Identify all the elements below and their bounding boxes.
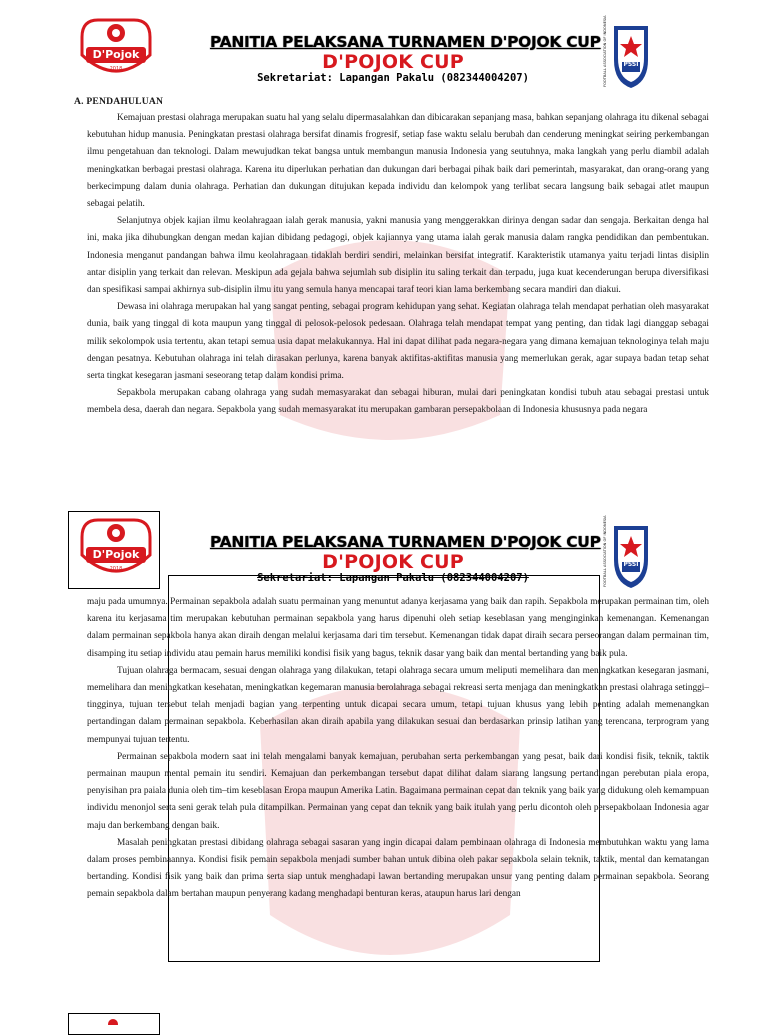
- section-heading: A. PENDAHULUAN: [74, 96, 164, 107]
- pssi-logo: [594, 515, 654, 597]
- header-title: PANITIA PELAKSANA TURNAMEN D'POJOK CUP: [210, 533, 601, 551]
- document-page-2: [0, 505, 768, 1024]
- pssi-logo: [594, 15, 654, 97]
- dpojok-logo: [76, 15, 156, 85]
- paragraph: maju pada umumnya. Permainan sepakbola adalah suatu permainan yang menuntut adanya kerjasama yang baik dan rapih. Sepakbola merupakan permainan tim, oleh karena itu kerjasama tim merupakan kebutuhan permainan sepakbola yang harus dipenuhi oleh setiap keseblasan yang menginginkan kemenangan. Kemenangan dalam permainan sepakbola hanya akan diraih dengan melalui kerjasama dari tim tersebut. Kemenangan tidak dapat diraih secara perseorangan dalam permainan tim, disamping itu setiap individu atau pemain harus memiliki kondisi fisik yang bagus, teknik dasar yang baik dan mental bertanding yang baik pula.: [87, 597, 709, 659]
- header-secretariat: Sekretariat: Lapangan Pakalu (082344004207): [257, 572, 529, 584]
- paragraph: Dewasa ini olahraga merupakan hal yang sangat penting, sebagai program kehidupan yang sehat. Kegiatan olahraga telah mendapat perhatian oleh masyarakat dunia, baik yang tinggal di kota maupun yang tinggal di pelosok-pelosok pedesaan. Olahraga telah mendapat tempat yang penting, dan tidak lagi dianggap sebagai milik sekolompok usia tertentu, akan tetapi semua usia dapat melakukannya. Hal ini dapat dilihat pada negara-negara yang dimana kemajuan teknologinya telah maju dengan pesatnya. Kebutuhan olahraga ini telah dirasakan perlunya, karena banyak aktifitas-aktifitas manusia yang memerlukan gerak, agar supaya badan tetap sehat serta tingkat kesegaran jasmani seseorang tetap dalam kondisi prima.: [87, 302, 709, 382]
- pssi-side-text: FOOTBALL ASSOCIATION OF INDONESIA: [603, 515, 607, 587]
- document-page-1: [0, 0, 768, 460]
- paragraph: Sepakbola merupakan cabang olahraga yang sudah memasyarakat dan sebagai hiburan, mulai dari peningkatan kondisi tubuh atau sebagai prestasi untuk membela desa, daerah dan negara. Sepakbola yang sudah memasyarakat itu merupakan gambaran persepakbolaan di Indonesia khususnya pada negara: [87, 388, 709, 416]
- page2-body: [87, 594, 709, 904]
- logo-year: 2018: [109, 566, 123, 572]
- logo-text: D'Pojok: [92, 48, 140, 61]
- paragraph: Masalah peningkatan prestasi dibidang olahraga sebagai sasaran yang ingin dicapai dalam pembinaan olahraga di Indonesia membutuhkan waktu yang lama dalam proses pembinaannya. Kondisi fisik pemain sepakbola menjadi sumber bahan untuk dibina oleh pakar sepakbola selain teknik, taktik, mental dan kematangan bertanding. Kondisi fisik yang baik dan prima serta siap untuk menghadapi lawan bertanding merupakan unsur yang penting dalam permainan sepakbola. Seorang pemain sepakbola dalam bertahan maupun penyerang kadang menghadapi benturan keras, ataupun harus lari dengan: [87, 837, 709, 900]
- paragraph: Kemajuan prestasi olahraga merupakan suatu hal yang selalu dipermasalahkan dan dibicarakan sepanjang masa, bahkan sepanjang olahraga itu dikenal sebagai kebutuhan hidup manusia. Peningkatan prestasi olahraga bersifat dinamis frogresif, setiap fase waktu selalu berubah dan cenderung meningkat seiring perkembangan ilmu pengetahuan dan teknologi. Dalam mewujudkan tekat bangsa untuk membangun manusia Indonesia yang seutuhnya, maka langkah yang perlu diambil adalah meningkatkan berbagai prestasi olahraga. Karena itu diperlukan perhatian dan dukungan dari berbagai pihak baik dari pemerintah, masyarakat, dan orang-orang yang berkecimpung dalam dunia olahraga. Perhatian dan dukungan ditujukan kepada individu dan kelompok yang terlibat secara langsung baik sebagai atlet maupun sebagai pelatih.: [87, 113, 709, 210]
- paragraph: Selanjutnya objek kajian ilmu keolahragaan ialah gerak manusia, yakni manusia yang menggerakkan dirinya dengan sadar dan sengaja. Berkaitan denga hal ini, maka jika dihubungkan dengan medan kajian dibidang pedagogi, objek kajiannya yang utama ialah gerak manusia dalam rangka pendidikan dan pembentukan. Indonesia menganut pandangan bahwa ilmu keolahragaan tidaklah berdiri sendiri, melainkan bersifat integratif. Karakteristik utamanya yaitu terjadi lintas disiplin antar disiplin yang terkait dan relevan. Meskipun ada gejala bahwa sejumlah sub disiplin itu saling terkait dan terpadu, juga kuat kecenderungan berupa diversifikasi dan spesifikasi sampai akhirnya sub-disiplin ilmu itu yang semula hanya mencapai taraf teori kian lama berkembang secara mandiri dan diakui.: [87, 216, 709, 296]
- page1-body: [87, 110, 709, 420]
- pssi-text: PSSI: [623, 61, 639, 68]
- paragraph: Tujuan olahraga bermacam, sesuai dengan olahraga yang dilakukan, tetapi olahraga secara umum meliputi memelihara dan meningkatkan kesegaran jasmani, memelihara dan meningkatkan kesehatan, meningkatkan kegemaran manusia berolahraga sebagai rekreasi serta menjaga dan meningkatkan prestasi olahraga setinggi–tingginya, tujuan tersebut telah menjadi bagian yang terpenting untuk dicapai secara umum, tetapi tujuan khusus yang lebih penting adalah memenangkan pertandingan dalam permainan sepakbola. Keberhasilan akan diraih apabila yang dilakukan sesuai dan berdasarkan prinsip latihan yang terencana, terprogram yang mempunyai tujuan tertentu.: [87, 665, 709, 745]
- header-title: PANITIA PELAKSANA TURNAMEN D'POJOK CUP: [210, 33, 601, 51]
- logo-year: 2018: [109, 66, 123, 72]
- logo-text: D'Pojok: [92, 548, 140, 561]
- pssi-side-text: FOOTBALL ASSOCIATION OF INDONESIA: [603, 15, 607, 87]
- header-brand: D'POJOK CUP: [322, 551, 464, 573]
- header-brand: D'POJOK CUP: [322, 51, 464, 73]
- header-secretariat: Sekretariat: Lapangan Pakalu (082344004207): [257, 72, 529, 84]
- pssi-text: PSSI: [623, 561, 639, 568]
- paragraph: Permainan sepakbola modern saat ini telah mengalami banyak kemajuan, perubahan serta perkembangan yang pesat, baik dari kondisi fisik, teknik, taktik permainan maupun mental pemain itu sendiri. Kemajuan dan perkembangan tersebut dapat dilihat dalam siarang langsung pertandingan perebutan piala eropa, penyisihan pra paiala dunia oleh tim–tim keseblasan Eropa maupun Amerika Latin. Bagaimana permainan cepat dan teknik yang baik yang didukung oleh kemampuan individu menonjol serta seni gerak telah pula ditampilkan. Permainan yang cepat dan teknik yang baik itulah yang perlu dicontoh oleh persepakbolaan Indonesia agar maju dan berkembang dengan baik.: [87, 751, 709, 831]
- dpojok-logo: [76, 515, 156, 585]
